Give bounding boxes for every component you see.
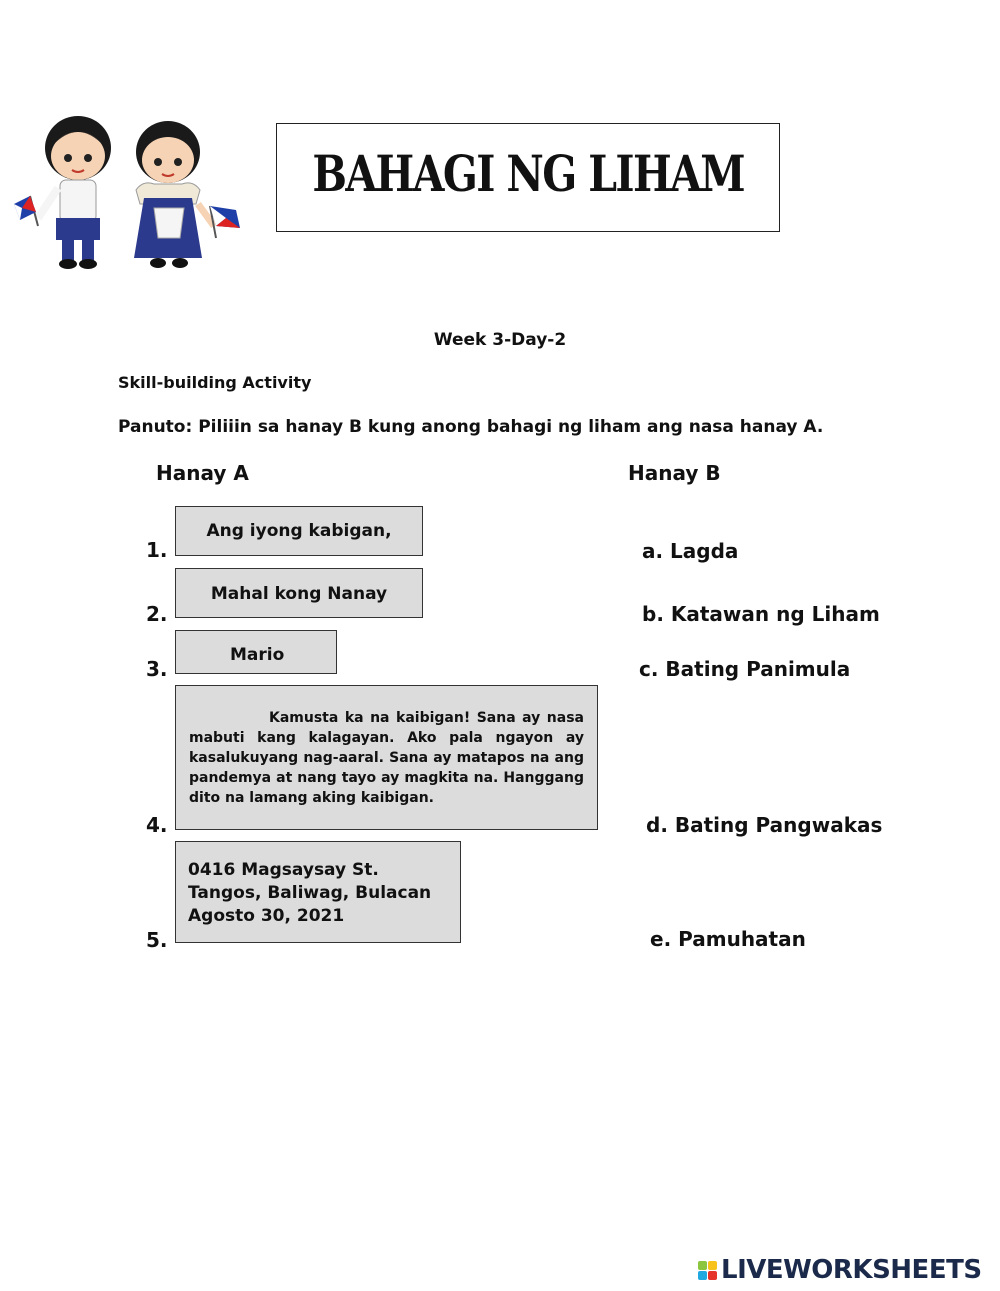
choice-b: b. Katawan ng Liham xyxy=(642,602,880,626)
instruction-text: Panuto: Piliiin sa hanay B kung anong bahagi ng liham ang nasa hanay A. xyxy=(118,417,824,437)
address-line-1: 0416 Magsaysay St. xyxy=(188,860,379,880)
column-a-heading: Hanay A xyxy=(156,461,249,485)
liveworksheets-logo-icon xyxy=(698,1261,717,1280)
title-box xyxy=(276,123,780,232)
children-with-flags-illustration xyxy=(8,108,248,273)
item-card-2[interactable]: Mahal kong Nanay xyxy=(175,568,423,618)
week-label: Week 3-Day-2 xyxy=(433,330,567,350)
item-number-5: 5. xyxy=(146,928,168,952)
choice-d: d. Bating Pangwakas xyxy=(646,813,883,837)
choice-a: a. Lagda xyxy=(642,539,739,563)
boy-figure xyxy=(14,116,111,269)
address-line-2: Tangos, Baliwag, Bulacan xyxy=(188,883,432,903)
item-card-1[interactable]: Ang iyong kabigan, xyxy=(175,506,423,556)
item-number-4: 4. xyxy=(146,813,168,837)
column-b-heading: Hanay B xyxy=(628,461,721,485)
item-number-3: 3. xyxy=(146,657,168,681)
liveworksheets-logo xyxy=(698,1255,982,1285)
item-number-2: 2. xyxy=(146,602,168,626)
item-card-3[interactable]: Mario xyxy=(175,630,337,674)
page-title: BAHAGI NG LIHAM xyxy=(312,144,744,203)
girl-figure xyxy=(134,121,240,268)
item-card-5[interactable] xyxy=(175,841,461,943)
date-line: Agosto 30, 2021 xyxy=(188,906,345,926)
choice-c: c. Bating Panimula xyxy=(639,657,851,681)
item-card-4-text: Kamusta ka na kaibigan! Sana ay nasa mabuti kang kalagayan. Ako pala ngayon ay kasalukuyang nag-aaral. Sana ay matapos na ang pandemya at nang tayo ay magkita na. Hanggang dito na lamang aking kaibigan. xyxy=(189,710,584,806)
choice-e: e. Pamuhatan xyxy=(650,927,806,951)
item-number-1: 1. xyxy=(146,538,168,562)
activity-subtitle: Skill-building Activity xyxy=(118,373,312,392)
item-card-4[interactable] xyxy=(175,685,598,830)
liveworksheets-brand: LIVEWORKSHEETS xyxy=(721,1255,982,1285)
